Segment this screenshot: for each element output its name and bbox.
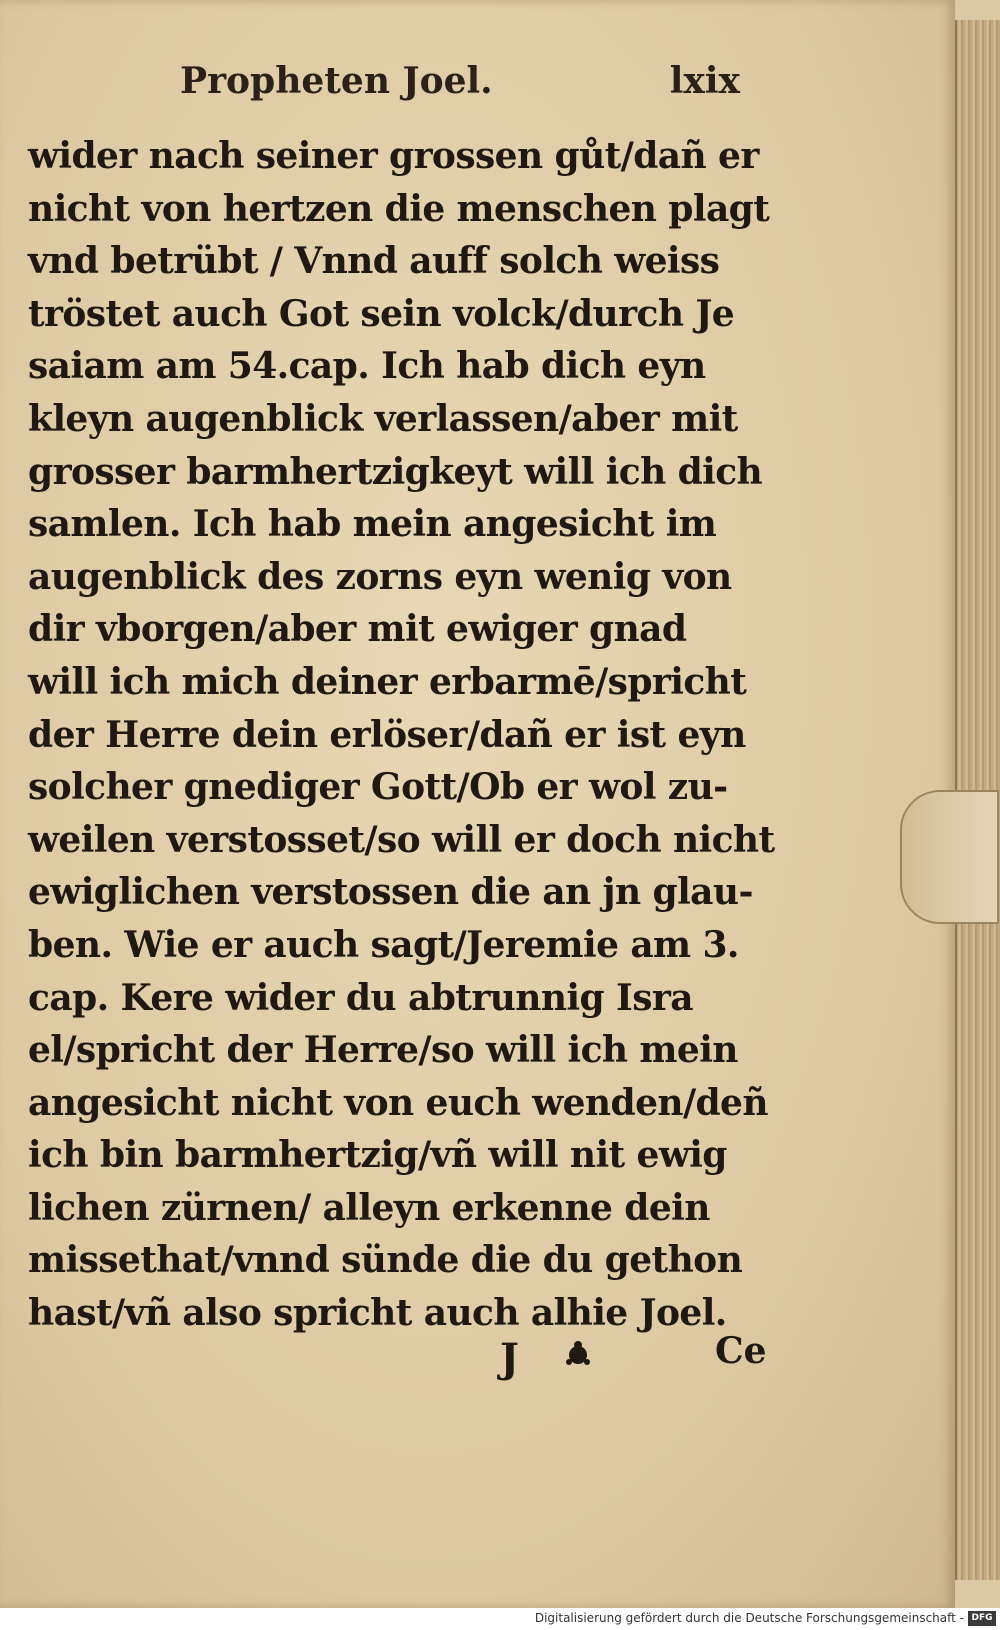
text-line: kleyn augenblick verlassen/aber mit: [28, 397, 738, 440]
text-line: saiam am 54.cap. Ich hab dich eyn: [28, 345, 706, 388]
text-block: [28, 130, 788, 1340]
text-line: ich bin barmhertzig/vñ will nit ewig: [28, 1134, 727, 1177]
running-title: Propheten Joel.: [180, 60, 493, 102]
text-line: vnd betrübt / Vnnd auff solch weiss: [28, 240, 720, 283]
text-line: wider nach seiner grossen gůt/dañ er: [28, 135, 759, 177]
text-line: ben. Wie er auch sagt/Jeremie am 3.: [28, 923, 739, 966]
catchword: Ce: [715, 1330, 767, 1372]
text-line: angesicht nicht von euch wenden/deñ: [28, 1081, 768, 1124]
text-line: hast/vñ also spricht auch alhie Joel.: [28, 1292, 727, 1335]
text-line: nicht von hertzen die menschen plagt: [28, 187, 770, 230]
text-line: weilen verstosset/so will er doch nicht: [28, 818, 775, 861]
signature-mark: J: [500, 1335, 519, 1382]
text-line: der Herre dein erlöser/dañ er ist eyn: [28, 713, 746, 756]
text-line: dir vborgen/aber mit ewiger gnad: [28, 608, 687, 651]
footer-bar: [0, 1608, 1000, 1630]
footer-credit: Digitalisierung gefördert durch die Deutsche Forschungsgemeinschaft -: [534, 1611, 964, 1625]
text-line: samlen. Ich hab mein angesicht im: [28, 503, 717, 546]
text-line: will ich mich deiner erbarmē/spricht: [28, 660, 747, 703]
dfg-logo-icon: DFG: [968, 1611, 996, 1626]
text-line: solcher gnediger Gott/Ob er wol zu-: [28, 766, 728, 809]
text-line: missethat/vnnd sünde die du gethon: [28, 1239, 743, 1282]
text-line: cap. Kere wider du abtrunnig Isra: [28, 976, 694, 1019]
text-line: grosser barmhertzigkeyt will ich dich: [28, 450, 763, 493]
text-line: augenblick des zorns eyn wenig von: [28, 555, 732, 598]
text-line: el/spricht der Herre/so will ich mein: [28, 1029, 738, 1072]
text-line: lichen zürnen/ alleyn erkenne dein: [28, 1186, 710, 1229]
text-line: ewiglichen verstossen die an jn glau-: [28, 871, 753, 914]
folio-number: lxix: [669, 60, 740, 102]
page-header: [180, 60, 740, 120]
book-clip: [900, 790, 999, 924]
fleuron-ornament-icon: [563, 1340, 593, 1370]
text-line: tröstet auch Got sein volck/durch Je: [28, 292, 735, 335]
